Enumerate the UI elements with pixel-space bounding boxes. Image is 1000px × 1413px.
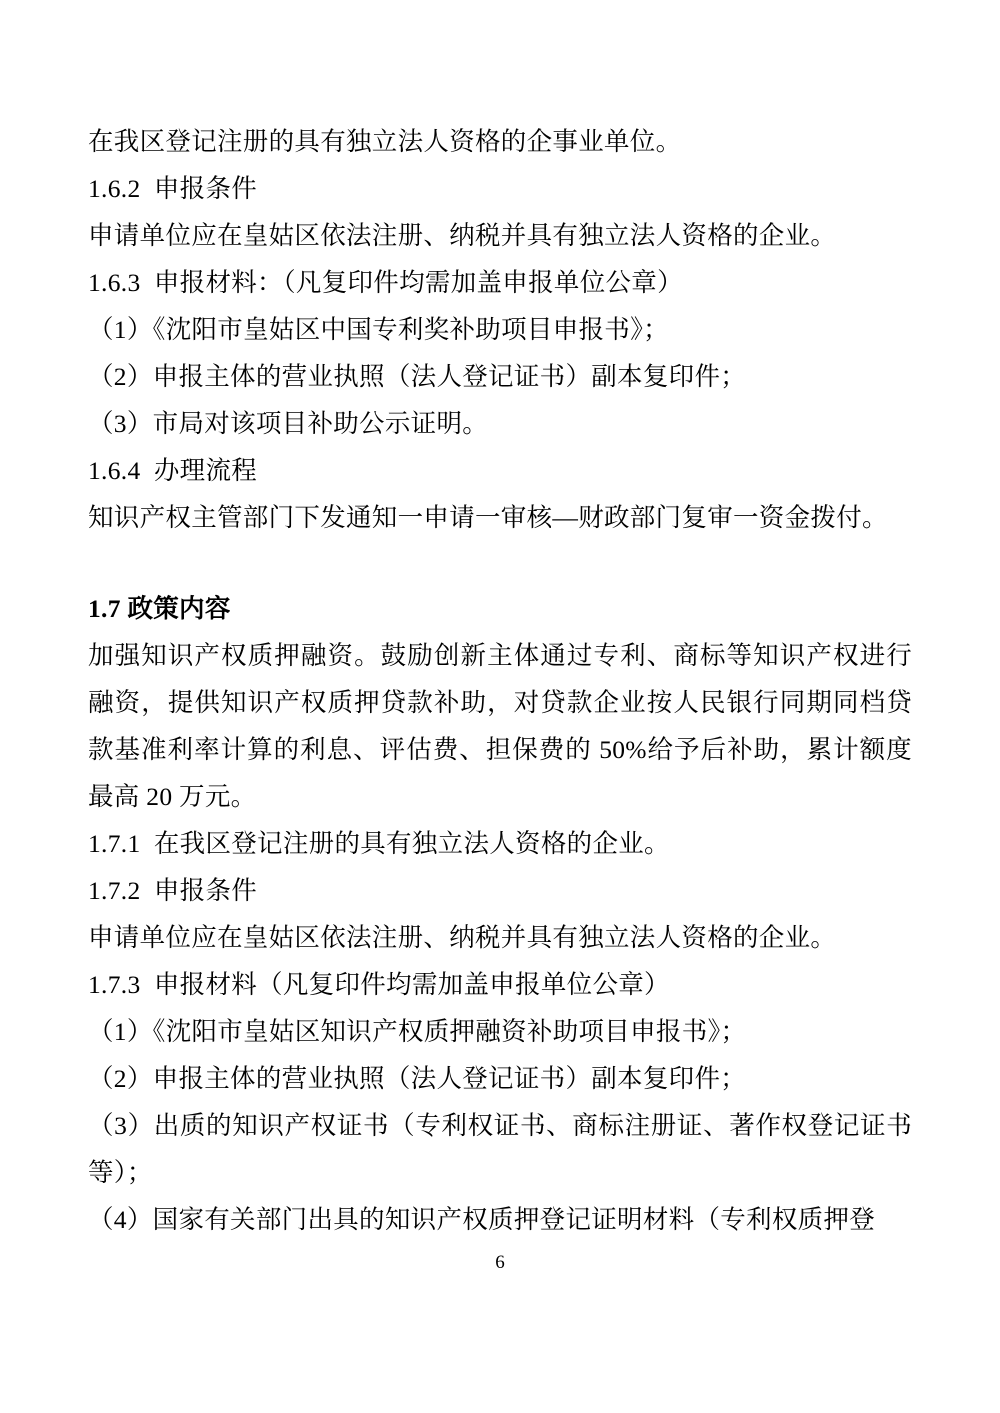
policy-content-paragraph: 加强知识产权质押融资。鼓励创新主体通过专利、商标等知识产权进行融资，提供知识产权质押贷款补助，对贷款企业按人民银行同期同档贷款基准利率计算的利息、评估费、担保费的 50%给予后补助，累计额度最高 20 万元。	[88, 641, 912, 811]
section-heading-1-6-2: 1.6.2 申报条件	[88, 174, 258, 203]
paragraph-line: 知识产权主管部门下发通知一申请一审核—财政部门复审一资金拨付。	[88, 503, 888, 532]
section-heading-1-7-1: 1.7.1 在我区登记注册的具有独立法人资格的企业。	[88, 829, 670, 858]
section-heading-1-7: 1.7 政策内容	[88, 594, 231, 623]
list-item: （3）出质的知识产权证书（专利权证书、商标注册证、著作权登记证书等）；	[88, 1111, 912, 1187]
section-heading-1-6-4: 1.6.4 办理流程	[88, 456, 258, 485]
page-number: 6	[495, 1252, 505, 1273]
section-heading-1-6-3: 1.6.3 申报材料：（凡复印件均需加盖申报单位公章）	[88, 268, 683, 297]
list-item: （2）申报主体的营业执照（法人登记证书）副本复印件；	[88, 1064, 747, 1093]
document-body	[88, 118, 912, 1243]
list-item: （4）国家有关部门出具的知识产权质押登记证明材料（专利权质押登	[88, 1205, 876, 1234]
section-spacer	[88, 541, 912, 585]
section-heading-1-7-2: 1.7.2 申报条件	[88, 876, 258, 905]
paragraph-line: 申请单位应在皇姑区依法注册、纳税并具有独立法人资格的企业。	[88, 221, 837, 250]
section-heading-1-7-3: 1.7.3 申报材料（凡复印件均需加盖申报单位公章）	[88, 970, 670, 999]
list-item: （1）《沈阳市皇姑区知识产权质押融资补助项目申报书》；	[88, 1017, 747, 1046]
paragraph-line: 在我区登记注册的具有独立法人资格的企事业单位。	[88, 127, 682, 156]
list-item: （3）市局对该项目补助公示证明。	[88, 409, 489, 438]
paragraph-line: 申请单位应在皇姑区依法注册、纳税并具有独立法人资格的企业。	[88, 923, 837, 952]
list-item: （1）《沈阳市皇姑区中国专利奖补助项目申报书》；	[88, 315, 669, 344]
list-item: （2）申报主体的营业执照（法人登记证书）副本复印件；	[88, 362, 747, 391]
